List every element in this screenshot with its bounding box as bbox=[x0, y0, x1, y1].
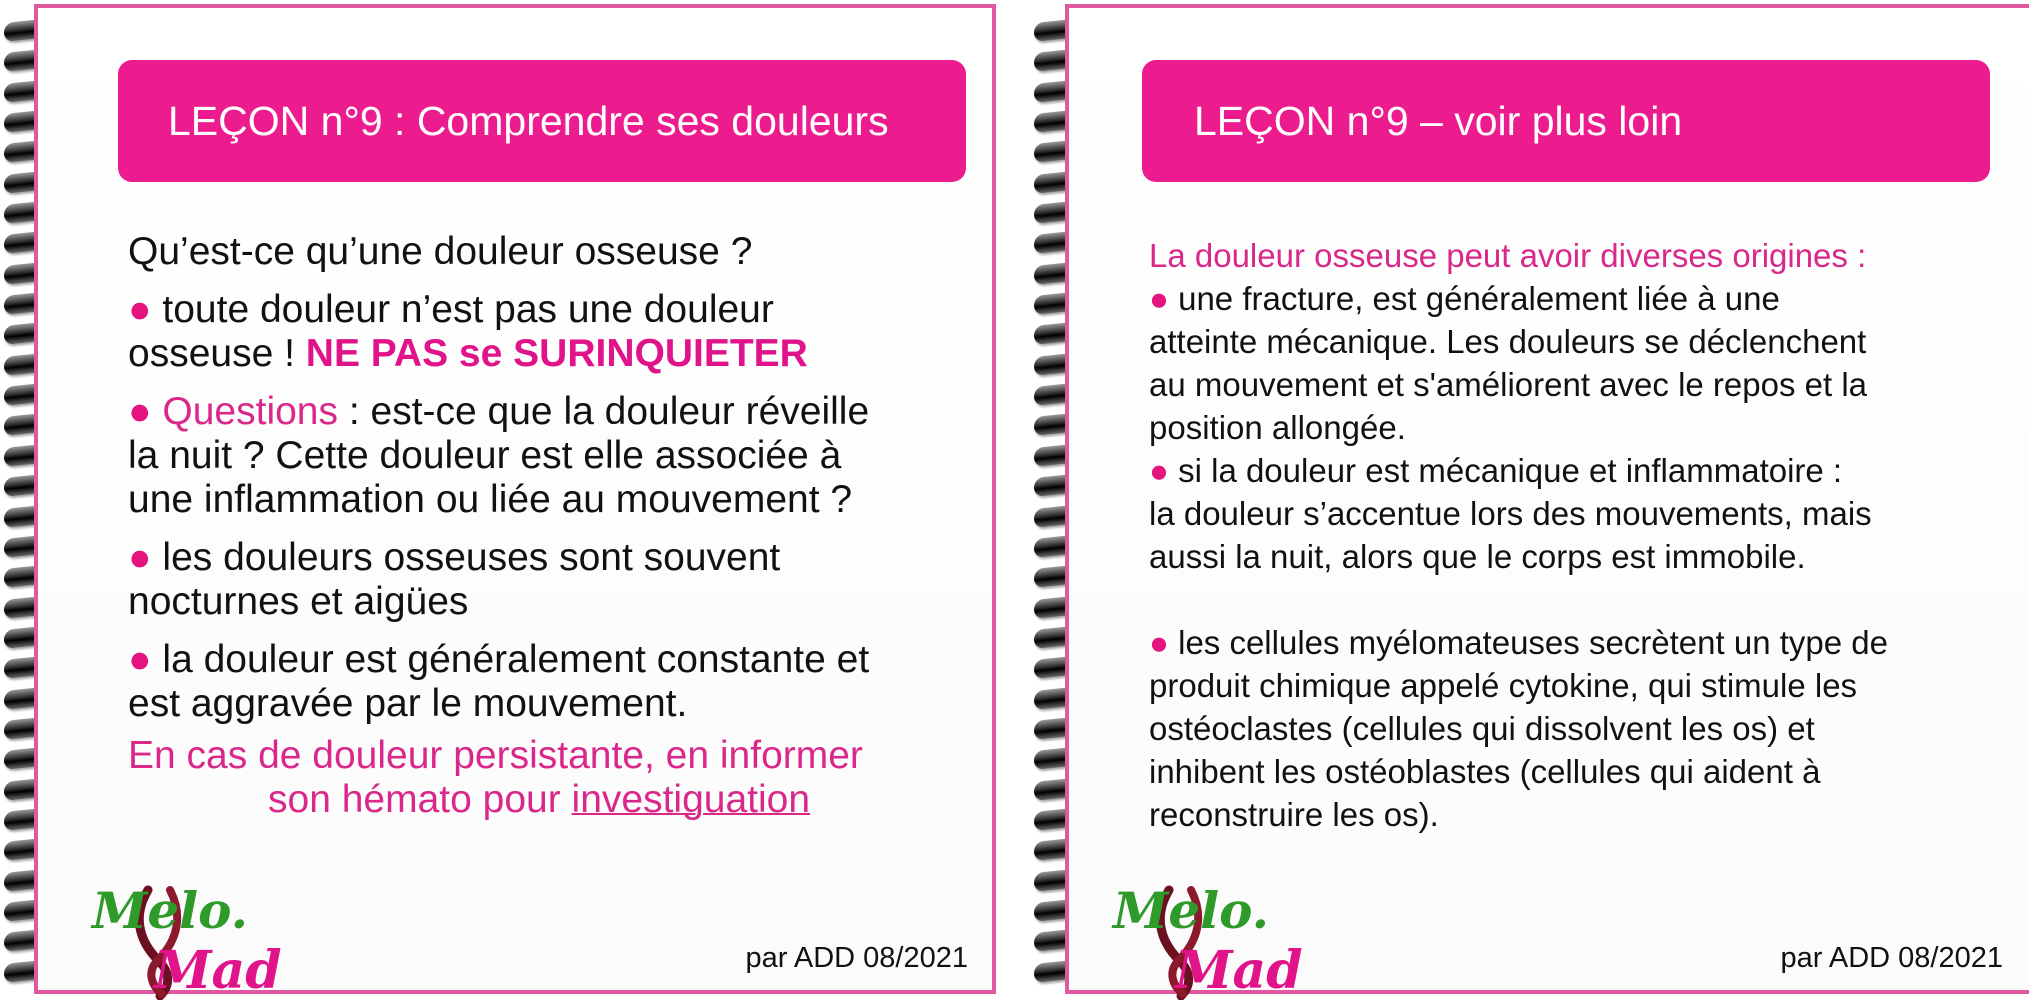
footer-advice bbox=[128, 778, 869, 822]
bullet-icon: ● bbox=[1149, 624, 1169, 661]
bullet-item bbox=[1149, 621, 1888, 664]
lesson-card-right bbox=[1065, 4, 2029, 1000]
bullet-icon: ● bbox=[128, 638, 152, 681]
intro-heading: La douleur osseuse peut avoir diverses origines : bbox=[1149, 237, 1867, 274]
logo-text-mad: Mad bbox=[1175, 940, 1303, 1000]
item-text: nocturnes et aigües bbox=[128, 580, 469, 623]
item-text: atteinte mécanique. Les douleurs se déclenchent bbox=[1149, 323, 1867, 360]
lesson-title-bar bbox=[118, 60, 966, 182]
item-text: la douleur est généralement constante et bbox=[151, 638, 870, 681]
item-text: les douleurs osseuses sont souvent bbox=[151, 536, 781, 579]
item-text: position allongée. bbox=[1149, 409, 1406, 446]
myelo-mad-logo bbox=[88, 870, 298, 1000]
bullet-item bbox=[128, 638, 869, 682]
item-text: produit chimique appelé cytokine, qui stimule les bbox=[1149, 667, 1858, 704]
item-text: les cellules myélomateuses secrètent un type de bbox=[1168, 624, 1888, 661]
item-text bbox=[128, 332, 869, 376]
bullet-item bbox=[128, 288, 869, 332]
bullet-item bbox=[1149, 449, 1888, 492]
author-credit: par ADD 08/2021 bbox=[1780, 942, 2003, 974]
lesson-body bbox=[1149, 234, 1888, 836]
lesson-body bbox=[128, 230, 869, 822]
bullet-icon: ● bbox=[128, 288, 152, 331]
bullet-icon: ● bbox=[1149, 280, 1169, 317]
investigation-link: investiguation bbox=[571, 778, 811, 821]
logo-text-mad: Mad bbox=[154, 940, 282, 1000]
bullet-item bbox=[1149, 277, 1888, 320]
logo-text-melo: Melo. bbox=[92, 881, 249, 940]
item-text: est aggravée par le mouvement. bbox=[128, 682, 688, 725]
bullet-item bbox=[128, 536, 869, 580]
questions-keyword: Questions bbox=[151, 390, 338, 433]
item-text: : est-ce que la douleur réveille bbox=[338, 390, 870, 433]
bullet-icon: ● bbox=[1149, 452, 1169, 489]
item-text: la nuit ? Cette douleur est elle associée à bbox=[128, 434, 842, 477]
item-text: toute douleur n’est pas une douleur bbox=[151, 288, 774, 331]
bullet-icon: ● bbox=[128, 390, 152, 433]
bullet-icon: ● bbox=[128, 536, 152, 579]
footer-advice-text: son hémato pour bbox=[268, 778, 572, 821]
author-credit: par ADD 08/2021 bbox=[745, 942, 968, 974]
bullet-item bbox=[128, 390, 869, 434]
item-text: une inflammation ou liée au mouvement ? bbox=[128, 478, 853, 521]
myelo-mad-logo bbox=[1109, 870, 1319, 1000]
item-text: osseuse ! bbox=[128, 332, 306, 375]
item-text: au mouvement et s'améliorent avec le repos et la bbox=[1149, 366, 1868, 403]
item-text: reconstruire les os). bbox=[1149, 796, 1439, 833]
warning-emphasis: NE PAS se SURINQUIETER bbox=[305, 332, 808, 375]
lesson-title: LEÇON n°9 – voir plus loin bbox=[1194, 97, 1683, 144]
footer-advice: En cas de douleur persistante, en informer bbox=[128, 734, 863, 777]
logo-text-melo: Melo. bbox=[1113, 881, 1270, 940]
lesson-title: LEÇON n°9 : Comprendre ses douleurs bbox=[168, 97, 889, 144]
item-text: une fracture, est généralement liée à une bbox=[1168, 280, 1780, 317]
lesson-title-bar bbox=[1142, 60, 1990, 182]
question-heading: Qu’est-ce qu’une douleur osseuse ? bbox=[128, 230, 753, 273]
item-text: ostéoclastes (cellules qui dissolvent les os) et bbox=[1149, 710, 1815, 747]
lesson-card-left bbox=[34, 4, 996, 1000]
item-text: aussi la nuit, alors que le corps est immobile. bbox=[1149, 538, 1806, 575]
item-text: inhibent les ostéoblastes (cellules qui aident à bbox=[1149, 753, 1821, 790]
item-text: si la douleur est mécanique et inflammatoire : bbox=[1168, 452, 1843, 489]
item-text: la douleur s’accentue lors des mouvements, mais bbox=[1149, 495, 1872, 532]
